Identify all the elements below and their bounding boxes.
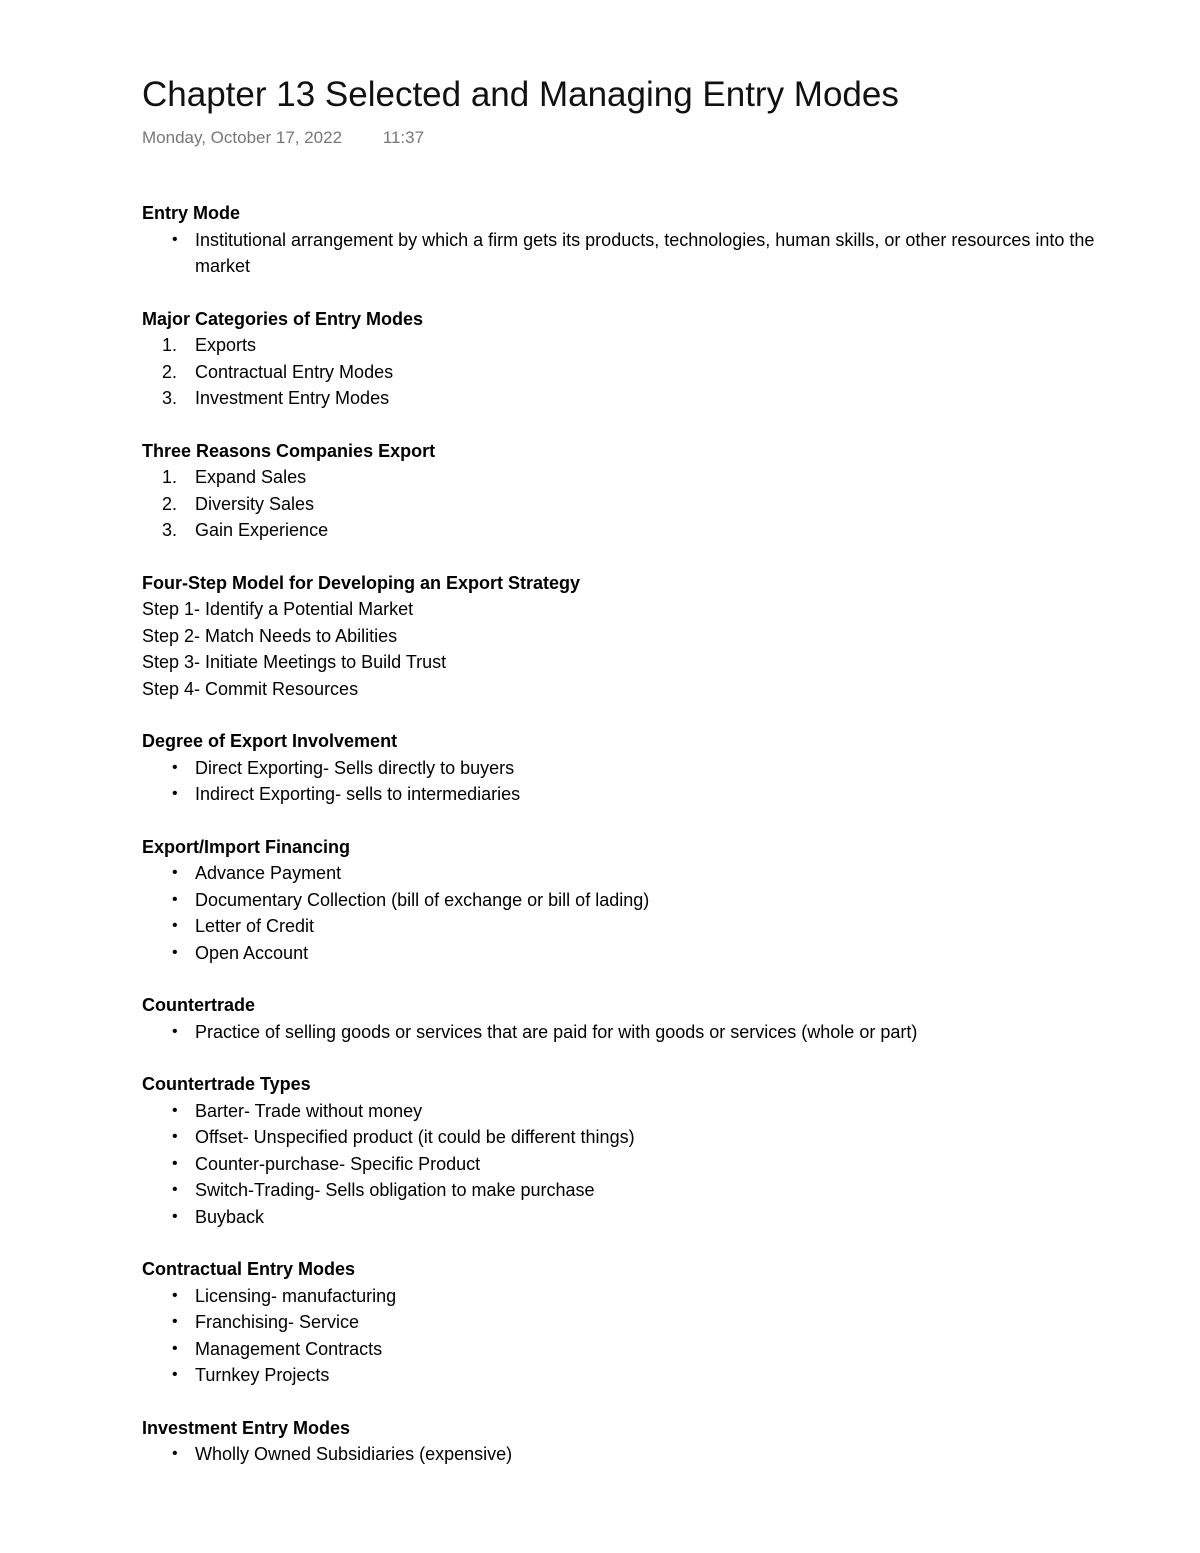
bullet-icon: •: [172, 1339, 178, 1357]
page-date: Monday, October 17, 2022: [142, 128, 343, 147]
step-line: Step 4- Commit Resources: [142, 678, 359, 699]
bullet-icon: •: [172, 1022, 178, 1040]
page-meta: [142, 126, 1142, 150]
section-contractual-entry-modes: [142, 1256, 1142, 1389]
section-heading: Major Categories of Entry Modes: [142, 308, 424, 329]
section-major-categories: [142, 306, 1142, 412]
bullet-icon: •: [172, 890, 178, 908]
list-item: • Letter of Credit: [142, 913, 1142, 940]
section-heading: Countertrade: [142, 995, 256, 1015]
page-title: Chapter 13 Selected and Managing Entry Modes: [142, 75, 899, 114]
section-heading: Three Reasons Companies Export: [142, 440, 436, 461]
bullet-icon: •: [172, 943, 178, 961]
bullet-icon: •: [172, 1445, 178, 1462]
bullet-icon: •: [172, 1128, 178, 1145]
section-heading: Degree of Export Involvement: [142, 731, 398, 751]
list-item: 1. Exports: [142, 332, 1142, 359]
list-item: • Documentary Collection (bill of exchange or bill of lading): [142, 887, 1142, 914]
list-number: 2.: [162, 361, 178, 382]
list-item: • Counter-purchase- Specific Product: [142, 1151, 1142, 1178]
section-three-reasons: [142, 438, 1142, 544]
section-heading: Entry Mode: [142, 203, 241, 223]
bullet-icon: •: [172, 1181, 178, 1198]
bullet-icon: •: [172, 230, 178, 248]
section-heading: Four-Step Model for Developing an Export Strategy: [142, 572, 581, 593]
list-item: • Practice of selling goods or services that are paid for with goods or services (whole or part): [142, 1019, 1142, 1046]
section-degree-export: [142, 728, 1142, 808]
note-page: [142, 72, 1142, 1468]
bullet-icon: •: [172, 1207, 178, 1225]
bullet-icon: •: [172, 1101, 178, 1119]
section-countertrade: [142, 992, 1142, 1045]
list-item: • Licensing- manufacturing: [142, 1283, 1142, 1310]
bullet-icon: •: [172, 1366, 178, 1383]
bullet-icon: •: [172, 1313, 178, 1330]
list-item: • Direct Exporting- Sells directly to buyers: [142, 755, 1142, 782]
list-item: 2. Diversity Sales: [142, 491, 1142, 518]
section-heading: Contractual Entry Modes: [142, 1259, 356, 1279]
section-countertrade-types: [142, 1071, 1142, 1230]
list-item: • Turnkey Projects: [142, 1362, 1142, 1389]
list-item: 2. Contractual Entry Modes: [142, 359, 1142, 386]
list-number: 1.: [162, 467, 178, 487]
list-item: • Franchising- Service: [142, 1309, 1142, 1336]
bullet-icon: •: [172, 758, 178, 776]
section-entry-mode: [142, 200, 1142, 280]
bullet-icon: •: [172, 864, 178, 881]
list-item: 3. Investment Entry Modes: [142, 385, 1142, 412]
section-investment-entry-modes: [142, 1415, 1142, 1468]
section-financing: [142, 834, 1142, 967]
list-number: 2.: [162, 493, 178, 514]
bullet-icon: •: [172, 1286, 178, 1304]
list-number: 1.: [162, 335, 178, 355]
list-item: 1. Expand Sales: [142, 464, 1142, 491]
list-item: • Indirect Exporting- sells to intermediaries: [142, 781, 1142, 808]
list-item: • Barter- Trade without money: [142, 1098, 1142, 1125]
section-four-step-model: [142, 570, 1142, 703]
step-line: Step 2- Match Needs to Abilities: [142, 625, 398, 646]
list-item: • Open Account: [142, 940, 1142, 967]
section-heading: Countertrade Types: [142, 1074, 311, 1094]
list-item: 3. Gain Experience: [142, 517, 1142, 544]
list-item: • Advance Payment: [142, 860, 1142, 887]
step-line: Step 1- Identify a Potential Market: [142, 599, 414, 619]
section-heading: Export/Import Financing: [142, 836, 351, 857]
bullet-icon: •: [172, 785, 178, 802]
page-time: 11:37: [382, 128, 425, 147]
list-item: • Buyback: [142, 1204, 1142, 1231]
list-number: 3.: [162, 388, 178, 408]
list-item: • Management Contracts: [142, 1336, 1142, 1363]
bullet-icon: •: [172, 1154, 178, 1172]
list-item: • Switch-Trading- Sells obligation to make purchase: [142, 1177, 1142, 1204]
bullet-icon: •: [172, 917, 178, 934]
section-heading: Investment Entry Modes: [142, 1417, 351, 1438]
list-item: • Offset- Unspecified product (it could be different things): [142, 1124, 1142, 1151]
list-item: • Wholly Owned Subsidiaries (expensive): [142, 1441, 1142, 1468]
list-item: • Institutional arrangement by which a firm gets its products, technologies, human skills, or other resources into the market: [142, 227, 1142, 280]
list-number: 3.: [162, 520, 178, 540]
step-line: Step 3- Initiate Meetings to Build Trust: [142, 652, 447, 672]
